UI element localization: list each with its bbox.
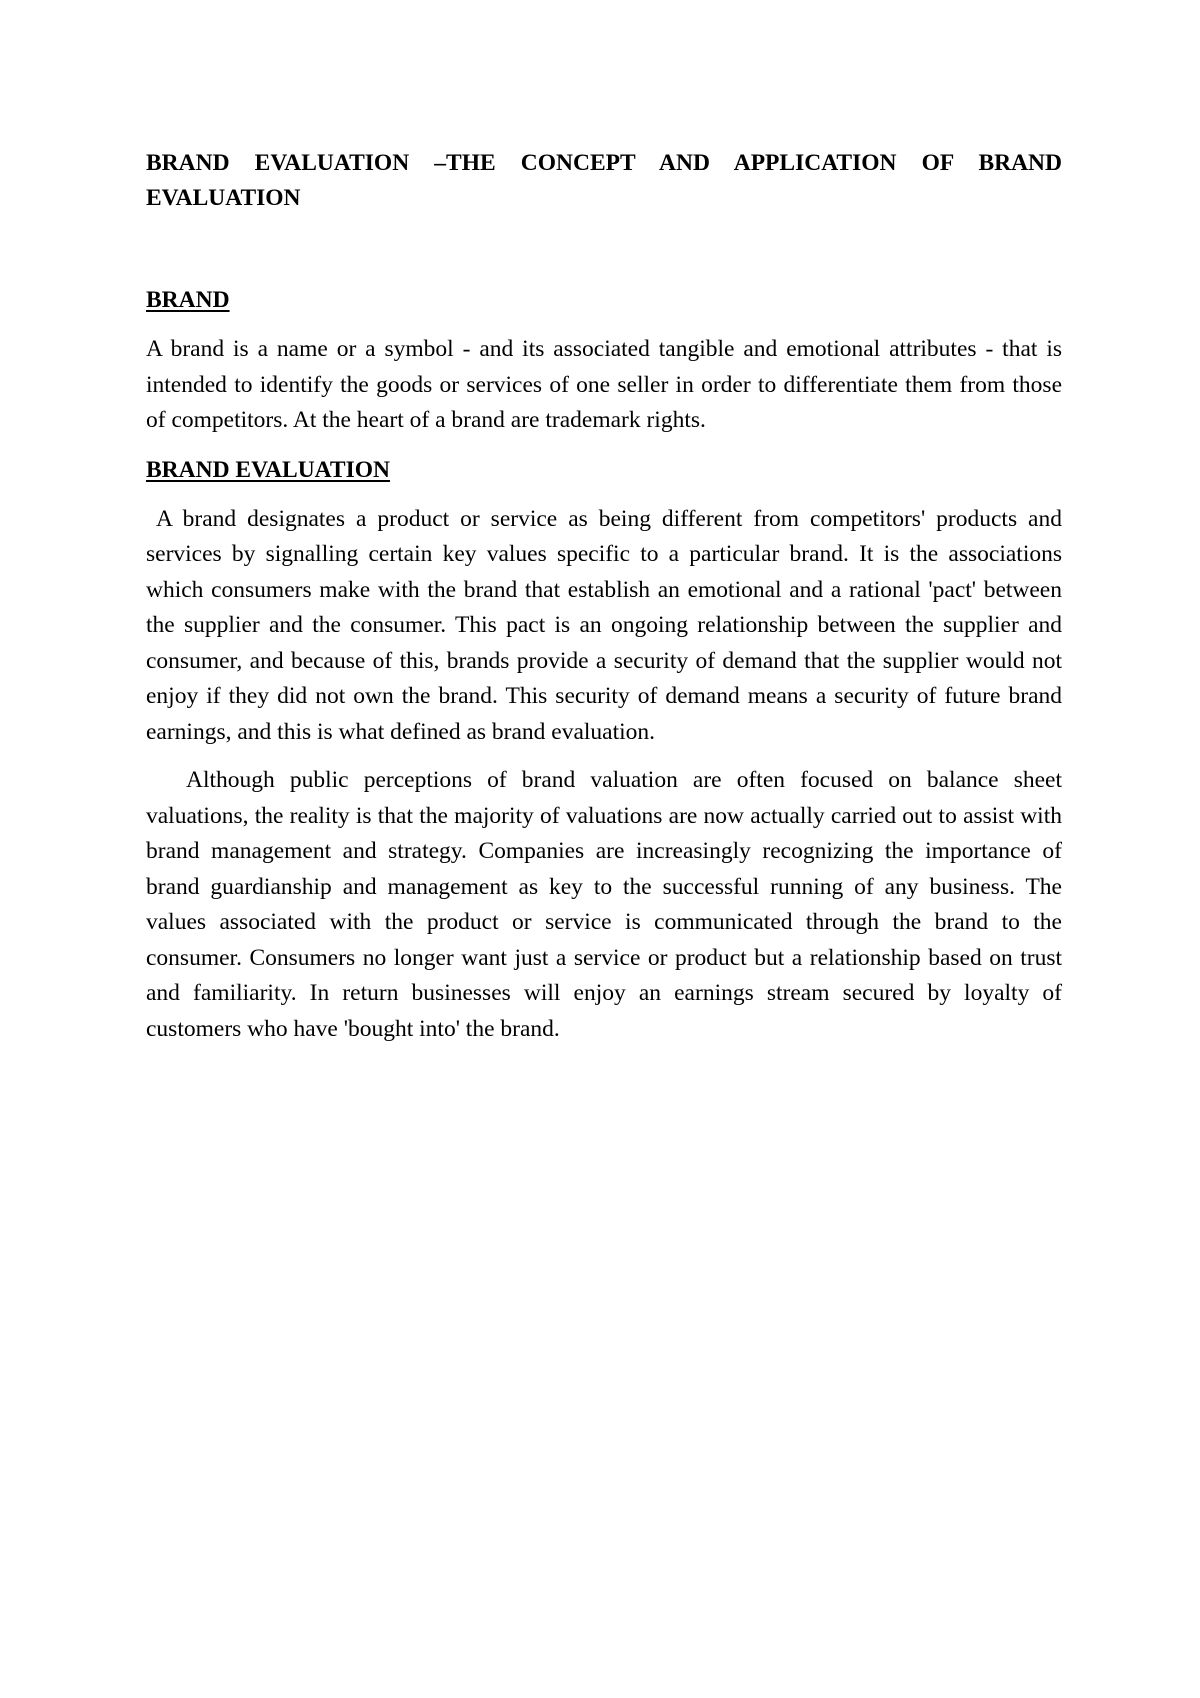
paragraph-brand-evaluation-1: A brand designates a product or service as being different from competitors' products and services by signalling certain key values specific to a particular brand. It is the associations which consumers make with the brand that establish an emotional and a rational 'pact' between the supplier and the consumer. This pact is an ongoing relationship between the supplier and consumer, and because of this, brands provide a security of demand that the supplier would not enjoy if they did not own the brand. This security of demand means a security of future brand earnings, and this is what defined as brand evaluation. bbox=[146, 505, 1062, 745]
section-heading-brand: BRAND bbox=[146, 287, 230, 313]
document-body bbox=[146, 146, 1062, 1047]
section-heading-brand-evaluation: BRAND EVALUATION bbox=[146, 456, 390, 483]
paragraph-brand-evaluation-2: Although public perceptions of brand valuation are often focused on balance sheet valuations, the reality is that the majority of valuations are now actually carried out to assist with brand management and strategy. Companies are increasingly recognizing the importance of brand guardianship and management as key to the successful running of any business. The values associated with the product or service is communicated through the brand to the consumer. Consumers no longer want just a service or product but a relationship based on trust and familiarity. In return businesses will enjoy an earnings stream secured by loyalty of customers who have 'bought into' the brand. bbox=[146, 767, 1062, 1042]
document-title: BRAND EVALUATION –THE CONCEPT AND APPLICATION OF BRAND EVALUATION bbox=[146, 150, 1062, 211]
paragraph-brand-definition: A brand is a name or a symbol - and its associated tangible and emotional attributes - that is intended to identify the goods or services of one seller in order to differentiate them from those of competitors. At the heart of a brand are trademark rights. bbox=[146, 336, 1062, 433]
